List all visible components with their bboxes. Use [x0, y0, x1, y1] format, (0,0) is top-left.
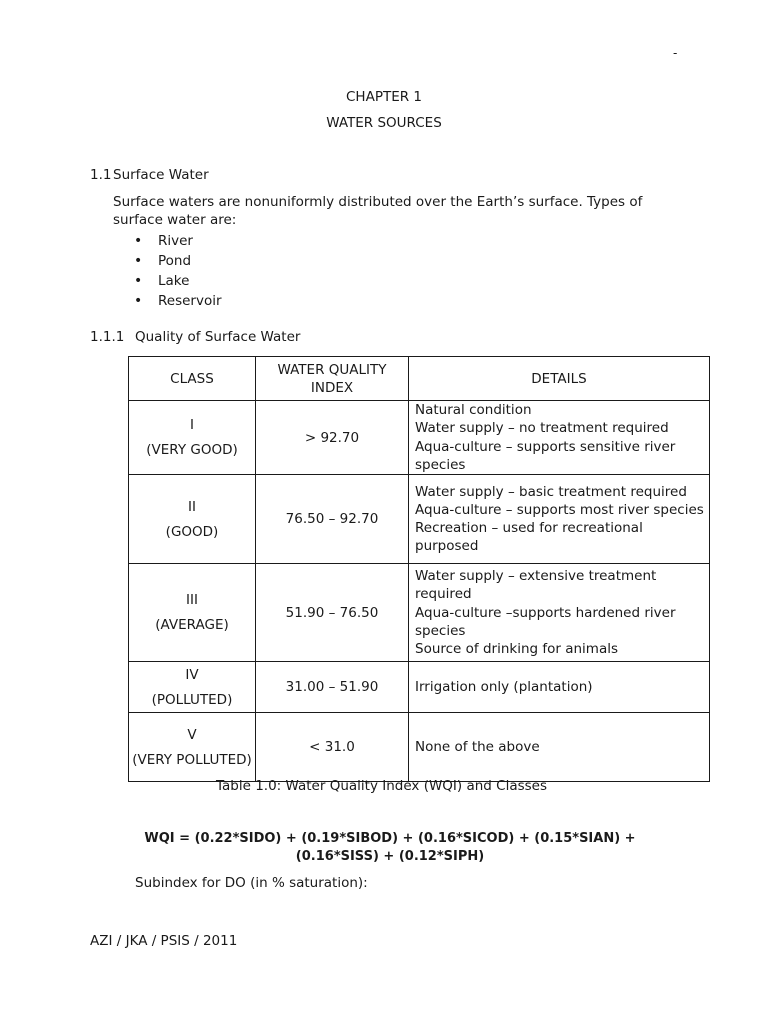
detail-line: Water supply – basic treatment required [415, 483, 687, 500]
index-cell: < 31.0 [256, 713, 409, 782]
details-cell [409, 401, 710, 475]
water-quality-table [128, 356, 710, 782]
subsection-heading [90, 329, 300, 345]
list-item: • River [113, 231, 222, 251]
header-class: CLASS [129, 357, 256, 401]
index-cell: 51.90 – 76.50 [256, 564, 409, 662]
detail-line: Irrigation only (plantation) [415, 679, 593, 696]
table-row [129, 401, 710, 475]
class-cell [129, 662, 256, 713]
subsection-title: Quality of Surface Water [135, 329, 301, 345]
detail-line: None of the above [415, 739, 540, 756]
class-label: (VERY GOOD) [146, 442, 238, 459]
details-cell [409, 564, 710, 662]
detail-line: Recreation – used for recreational purposed [415, 520, 643, 555]
class-numeral: II [188, 498, 196, 515]
detail-line: Source of drinking for animals [415, 641, 619, 658]
chapter-title: WATER SOURCES [326, 115, 442, 131]
class-numeral: III [186, 592, 198, 609]
table-row [129, 662, 710, 713]
table-header-row [129, 357, 710, 401]
details-cell [409, 662, 710, 713]
detail-line: Natural condition [415, 402, 532, 418]
wqi-formula [90, 830, 690, 866]
details-cell [409, 475, 710, 564]
surface-water-list [113, 231, 222, 311]
chapter-heading: CHAPTER 1 [346, 89, 422, 105]
page-footer: AZI / JKA / PSIS / 2011 [90, 933, 238, 949]
index-cell: > 92.70 [256, 401, 409, 475]
index-cell: 76.50 – 92.70 [256, 475, 409, 564]
header-index: WATER QUALITY INDEX [256, 357, 409, 401]
class-label: (GOOD) [165, 523, 219, 540]
details-cell [409, 713, 710, 782]
class-cell [129, 713, 256, 782]
class-numeral: I [190, 417, 194, 434]
section-title: Surface Water [113, 167, 209, 183]
index-cell: 31.00 – 51.90 [256, 662, 409, 713]
detail-line: Aqua-culture –supports hardened river species [415, 604, 676, 639]
class-label: (VERY POLLUTED) [132, 751, 252, 768]
class-numeral: V [187, 726, 197, 743]
list-item: • Lake [113, 271, 222, 291]
table-caption: Table 1.0: Water Quality Index (WQI) and Classes [216, 778, 548, 794]
corner-mark: - [673, 46, 678, 60]
class-label: (POLLUTED) [151, 691, 233, 708]
class-label: (AVERAGE) [155, 617, 229, 634]
subsection-number: 1.1.1 [90, 329, 125, 345]
table-row [129, 713, 710, 782]
formula-line-1: WQI = (0.22*SIDO) + (0.19*SIBOD) + (0.16*SICOD) + (0.15*SIAN) + [144, 831, 636, 846]
list-item: • Pond [113, 251, 222, 271]
table-row [129, 564, 710, 662]
header-details: DETAILS [409, 357, 710, 401]
detail-line: Aqua-culture – supports sensitive river species [415, 438, 676, 473]
formula-line-2: (0.16*SISS) + (0.12*SIPH) [295, 849, 485, 864]
class-numeral: IV [185, 666, 199, 683]
class-cell [129, 564, 256, 662]
class-cell [129, 475, 256, 564]
list-item: • Reservoir [113, 291, 222, 311]
table-row [129, 475, 710, 564]
section-paragraph: Surface waters are nonuniformly distributed over the Earth’s surface. Types of surface water are: [113, 194, 643, 228]
section-heading [90, 167, 209, 183]
subindex-text: Subindex for DO (in % saturation): [135, 875, 368, 891]
class-cell [129, 401, 256, 475]
detail-line: Water supply – extensive treatment required [415, 567, 657, 603]
detail-line: Aqua-culture – supports most river species [415, 501, 704, 518]
section-number: 1.1 [90, 167, 112, 183]
detail-line: Water supply – no treatment required [415, 420, 669, 437]
